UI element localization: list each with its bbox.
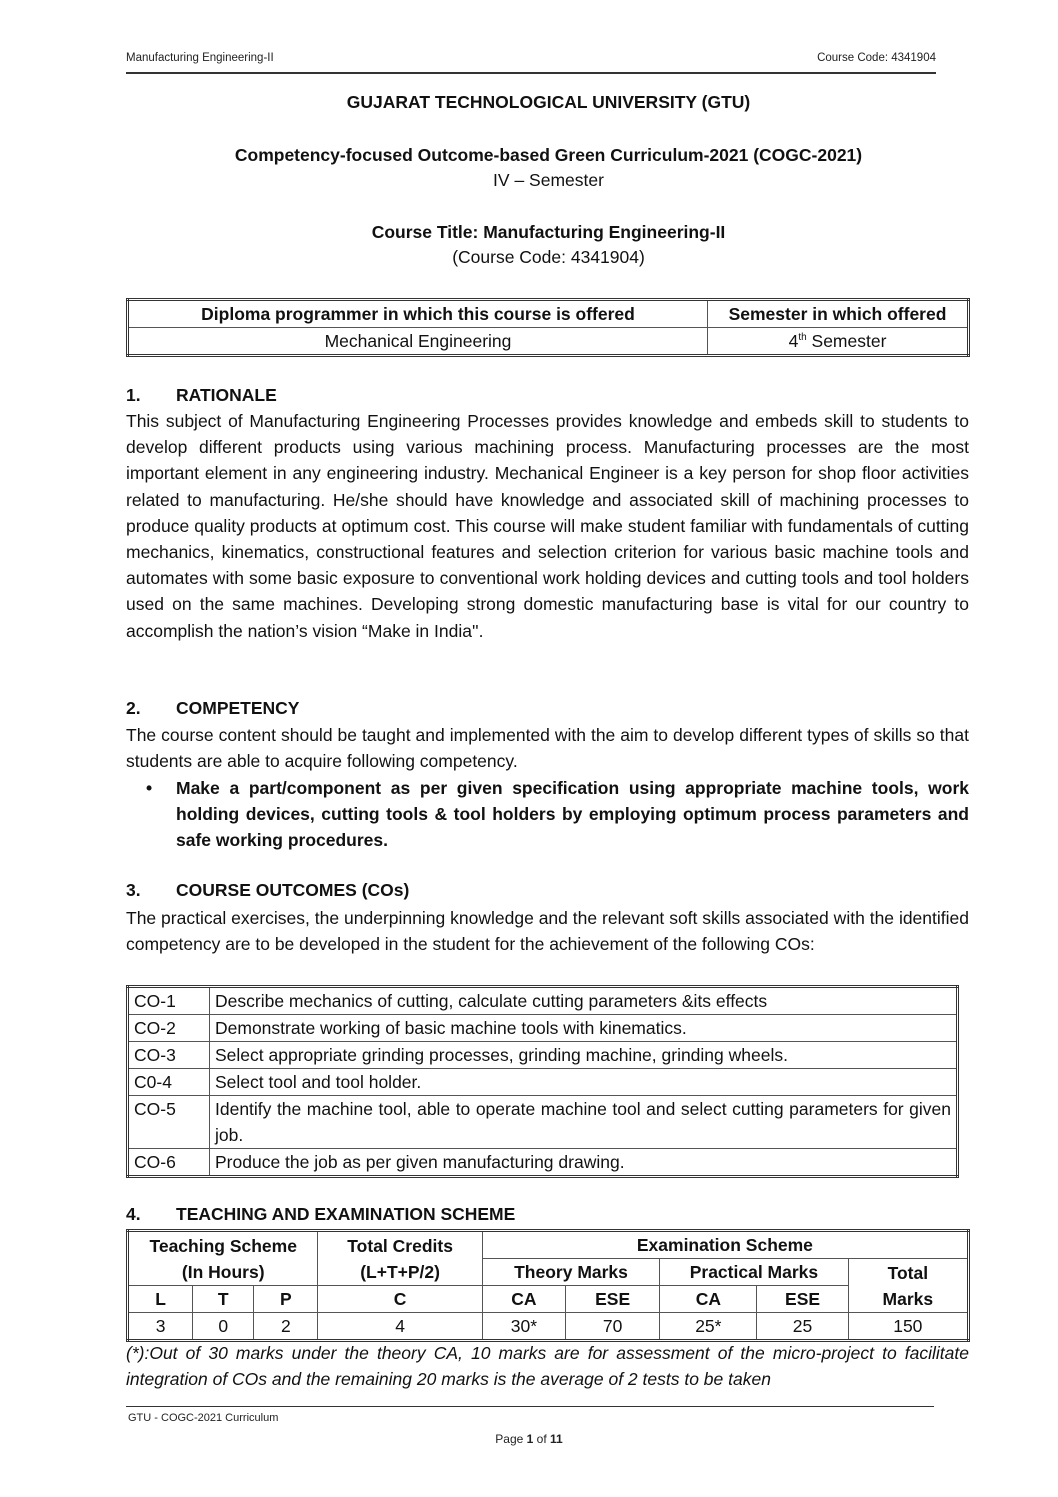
credits-value: 4 <box>318 1313 482 1341</box>
co-description: Produce the job as per given manufacturing drawing. <box>210 1149 958 1177</box>
total-marks-header <box>848 1259 968 1313</box>
theory-ese-header: ESE <box>566 1286 660 1313</box>
practical-ca-value: 25* <box>660 1313 757 1341</box>
competency-statement: Make a part/component as per given specification using appropriate machine tools, work holding devices, cutting tools & tool holders by employing optimum process parameters and safe working procedures. <box>176 778 969 851</box>
tutorial-header: T <box>193 1286 254 1313</box>
section-number: 3. <box>126 880 141 900</box>
examination-scheme-header: Examination Scheme <box>482 1231 968 1259</box>
practical-ese-header: ESE <box>757 1286 848 1313</box>
co-description: Describe mechanics of cutting, calculate cutting parameters &its effects <box>210 987 958 1015</box>
course-outcomes-table <box>126 985 959 1178</box>
section-number: 2. <box>126 698 141 718</box>
section-heading-competency <box>126 698 299 719</box>
semester-value <box>708 328 969 356</box>
total-credits-header <box>318 1231 482 1286</box>
co-row <box>128 987 958 1015</box>
credits-formula-label: (L+T+P/2) <box>360 1261 440 1282</box>
semester-number: 4 <box>788 330 799 351</box>
in-hours-label: (In Hours) <box>181 1261 265 1282</box>
programme-table-header <box>128 300 969 328</box>
course-outcomes-text: The practical exercises, the underpinning knowledge and the relevant soft skills associated with the identified competency are to be developed in the student for the achievement of the following COs: <box>126 908 969 955</box>
theory-ca-value: 30* <box>482 1313 565 1341</box>
total-label: Total <box>887 1262 929 1283</box>
university-title: GUJARAT TECHNOLOGICAL UNIVERSITY (GTU) <box>346 92 751 112</box>
practical-ese-value: 25 <box>757 1313 848 1341</box>
theory-ca-header: CA <box>482 1286 565 1313</box>
practical-header: P <box>254 1286 318 1313</box>
programme-value: Mechanical Engineering <box>128 328 708 356</box>
header-rule <box>126 72 936 74</box>
section-heading-course-outcomes <box>126 880 409 901</box>
credits-header: C <box>318 1286 482 1313</box>
rationale-text: This subject of Manufacturing Engineering Processes provides knowledge and embeds skill to students to develop different products using various machining process. Manufacturing processes are the most important element in any engineering industry. Mechanical Engineer is a key person for shop floor activities related to manufacturing. He/she should have knowledge and associated skill of machining processes to produce quality products at optimum cost. This course will make student familiar with fundamentals of cutting mechanics, kinematics, constructional features and selection criterion for various basic machine tools and automates with some basic exposure to conventional work holding devices and cutting tools and tool holders used on the same machines. Developing strong domestic manufacturing base is vital for our country to accomplish the nation’s vision “Make in India''. <box>126 411 969 641</box>
scheme-header-row-3 <box>128 1286 969 1313</box>
co-row <box>128 1015 958 1042</box>
running-header <box>126 52 936 64</box>
footer-rule <box>126 1406 934 1407</box>
page-label: Page <box>495 1432 527 1446</box>
co-row <box>128 1096 958 1149</box>
total-pages: 11 <box>550 1432 563 1446</box>
marks-label: Marks <box>882 1288 934 1309</box>
co-code: CO-6 <box>128 1149 210 1177</box>
course-code: (Course Code: 4341904) <box>452 247 645 267</box>
lecture-hours: 3 <box>128 1313 193 1341</box>
competency-text: The course content should be taught and implemented with the aim to develop different types of skills so that students are able to acquire following competency. <box>126 725 969 772</box>
co-description: Identify the machine tool, able to operate machine tool and select cutting parameters for given job. <box>210 1096 958 1149</box>
page-of-label: of <box>533 1432 551 1446</box>
section-title: COMPETENCY <box>176 698 300 718</box>
teaching-scheme-header <box>128 1231 318 1286</box>
programme-table <box>126 298 970 357</box>
lecture-header: L <box>128 1286 193 1313</box>
co-row <box>128 1069 958 1096</box>
section-number: 4. <box>126 1204 141 1224</box>
header-course-code: Course Code: 4341904 <box>817 52 936 64</box>
programme-header: Diploma programmer in which this course is offered <box>128 300 708 328</box>
semester-title: IV – Semester <box>493 170 604 190</box>
tutorial-hours: 0 <box>193 1313 254 1341</box>
co-code: C0-4 <box>128 1069 210 1096</box>
theory-ese-value: 70 <box>566 1313 660 1341</box>
co-description: Select appropriate grinding processes, grinding machine, grinding wheels. <box>210 1042 958 1069</box>
co-code: CO-3 <box>128 1042 210 1069</box>
page-number <box>0 1432 1058 1446</box>
current-page: 1 <box>526 1432 534 1446</box>
practical-marks-header: Practical Marks <box>660 1259 848 1286</box>
co-description: Select tool and tool holder. <box>210 1069 958 1096</box>
section-title: RATIONALE <box>176 385 277 405</box>
co-code: CO-1 <box>128 987 210 1015</box>
scheme-values-row <box>128 1313 969 1341</box>
scheme-header-row-1 <box>128 1231 969 1259</box>
programme-table-row <box>128 328 969 356</box>
bullet-icon: • <box>146 778 153 798</box>
semester-header: Semester in which offered <box>708 300 969 328</box>
header-course-name: Manufacturing Engineering-II <box>126 52 274 64</box>
competency-bullet <box>146 775 969 854</box>
curriculum-title: Competency-focused Outcome-based Green Curriculum-2021 (COGC-2021) <box>234 145 863 165</box>
section-number: 1. <box>126 385 141 405</box>
section-title: COURSE OUTCOMES (COs) <box>176 880 410 900</box>
theory-marks-header: Theory Marks <box>482 1259 659 1286</box>
semester-word: Semester <box>806 330 887 351</box>
teaching-scheme-label: Teaching Scheme <box>149 1235 297 1256</box>
practical-hours: 2 <box>254 1313 318 1341</box>
section-title: TEACHING AND EXAMINATION SCHEME <box>176 1204 516 1224</box>
practical-ca-header: CA <box>660 1286 757 1313</box>
co-code: CO-2 <box>128 1015 210 1042</box>
section-heading-rationale <box>126 385 277 406</box>
co-row <box>128 1149 958 1177</box>
footer-curriculum: GTU - COGC-2021 Curriculum <box>128 1412 279 1424</box>
co-code: CO-5 <box>128 1096 210 1149</box>
semester-suffix: th <box>798 331 807 343</box>
co-row <box>128 1042 958 1069</box>
scheme-footnote: (*):Out of 30 marks under the theory CA, 10 marks are for assessment of the micro-project to facilitate integration of COs and the remaining 20 marks is the average of 2 tests to be taken <box>126 1343 969 1390</box>
course-title: Course Title: Manufacturing Engineering-II <box>371 222 726 242</box>
teaching-examination-table <box>126 1229 970 1342</box>
total-marks-value: 150 <box>848 1313 968 1341</box>
section-heading-scheme <box>126 1204 515 1225</box>
total-credits-label: Total Credits <box>347 1235 453 1256</box>
co-description: Demonstrate working of basic machine tools with kinematics. <box>210 1015 958 1042</box>
